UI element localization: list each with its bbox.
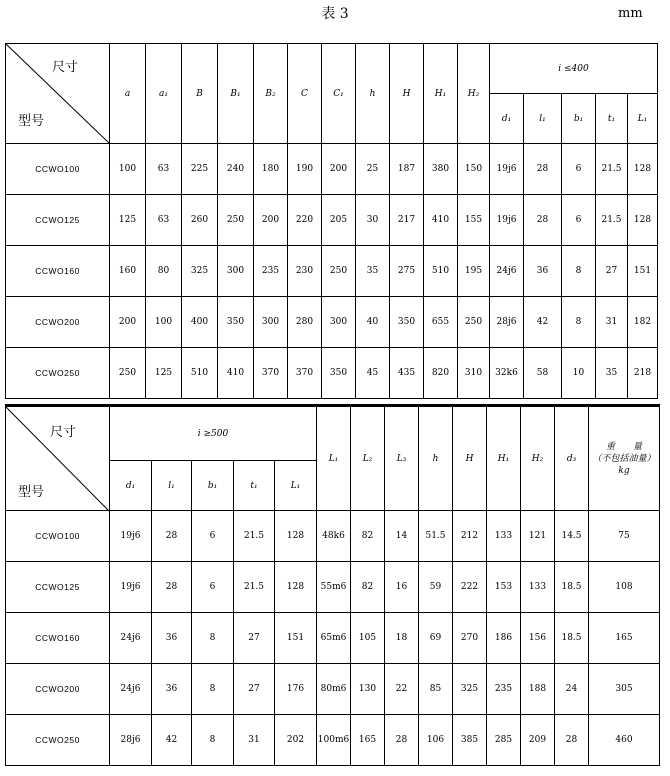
value-cell: 200 xyxy=(322,144,356,195)
weight-header-line1: 重 量 xyxy=(605,441,642,452)
value-cell: 24j6 xyxy=(110,613,152,664)
group-header: i ≤400 xyxy=(490,44,658,94)
value-cell: 59 xyxy=(419,562,453,613)
value-cell: 28 xyxy=(555,715,589,766)
value-cell: 510 xyxy=(182,348,218,399)
value-cell: 48k6 xyxy=(317,511,351,562)
size-label: 尺寸 xyxy=(50,425,77,440)
value-cell: 28j6 xyxy=(110,715,152,766)
value-cell: 350 xyxy=(390,297,424,348)
sub-col-header: L₁ xyxy=(275,461,317,511)
value-cell: 6 xyxy=(562,144,596,195)
value-cell: 24 xyxy=(555,664,589,715)
value-cell: 28j6 xyxy=(490,297,524,348)
value-cell: 240 xyxy=(218,144,254,195)
value-cell: 250 xyxy=(322,246,356,297)
value-cell: 205 xyxy=(322,195,356,246)
value-cell: 151 xyxy=(628,246,658,297)
value-cell: 182 xyxy=(628,297,658,348)
model-cell: CCWO125 xyxy=(6,562,110,613)
value-cell: 190 xyxy=(288,144,322,195)
value-cell: 212 xyxy=(453,511,487,562)
value-cell: 187 xyxy=(390,144,424,195)
value-cell: 385 xyxy=(453,715,487,766)
value-cell: 310 xyxy=(458,348,490,399)
value-cell: 18.5 xyxy=(555,562,589,613)
dimension-table-ratio-500 xyxy=(5,404,660,766)
value-cell: 25 xyxy=(356,144,390,195)
value-cell: 165 xyxy=(589,613,660,664)
value-cell: 128 xyxy=(275,511,317,562)
value-cell: 155 xyxy=(458,195,490,246)
value-cell: 128 xyxy=(628,144,658,195)
value-cell: 82 xyxy=(351,562,385,613)
col-header: L₁ xyxy=(317,406,351,511)
model-cell: CCWO160 xyxy=(6,246,110,297)
value-cell: 80 xyxy=(146,246,182,297)
value-cell: 8 xyxy=(192,613,234,664)
value-cell: 24j6 xyxy=(490,246,524,297)
value-cell: 200 xyxy=(110,297,146,348)
value-cell: 21.5 xyxy=(596,195,628,246)
value-cell: 380 xyxy=(424,144,458,195)
value-cell: 85 xyxy=(419,664,453,715)
table-row xyxy=(6,297,658,348)
value-cell: 105 xyxy=(351,613,385,664)
value-cell: 35 xyxy=(356,246,390,297)
value-cell: 133 xyxy=(521,562,555,613)
value-cell: 410 xyxy=(424,195,458,246)
group-header: i ≥500 xyxy=(110,406,317,461)
value-cell: 6 xyxy=(192,562,234,613)
value-cell: 36 xyxy=(524,246,562,297)
value-cell: 45 xyxy=(356,348,390,399)
value-cell: 51.5 xyxy=(419,511,453,562)
table-row xyxy=(6,246,658,297)
table-row xyxy=(6,715,660,766)
value-cell: 40 xyxy=(356,297,390,348)
table-row xyxy=(6,562,660,613)
value-cell: 153 xyxy=(487,562,521,613)
model-cell: CCWO200 xyxy=(6,664,110,715)
model-cell: CCWO100 xyxy=(6,511,110,562)
value-cell: 108 xyxy=(589,562,660,613)
type-label: 型号 xyxy=(18,485,45,500)
value-cell: 100m6 xyxy=(317,715,351,766)
model-cell: CCWO200 xyxy=(6,297,110,348)
value-cell: 222 xyxy=(453,562,487,613)
value-cell: 106 xyxy=(419,715,453,766)
value-cell: 209 xyxy=(521,715,555,766)
value-cell: 100 xyxy=(146,297,182,348)
model-cell: CCWO250 xyxy=(6,348,110,399)
value-cell: 18.5 xyxy=(555,613,589,664)
col-header: H₂ xyxy=(458,44,490,144)
value-cell: 300 xyxy=(322,297,356,348)
value-cell: 100 xyxy=(110,144,146,195)
sub-col-header: l₁ xyxy=(152,461,192,511)
value-cell: 6 xyxy=(562,195,596,246)
value-cell: 160 xyxy=(110,246,146,297)
value-cell: 65m6 xyxy=(317,613,351,664)
value-cell: 230 xyxy=(288,246,322,297)
value-cell: 128 xyxy=(275,562,317,613)
sub-col-header: d₁ xyxy=(110,461,152,511)
col-header: B₂ xyxy=(254,44,288,144)
col-header: h xyxy=(356,44,390,144)
value-cell: 165 xyxy=(351,715,385,766)
value-cell: 19j6 xyxy=(110,562,152,613)
model-cell: CCWO250 xyxy=(6,715,110,766)
col-header: B₁ xyxy=(218,44,254,144)
value-cell: 151 xyxy=(275,613,317,664)
value-cell: 121 xyxy=(521,511,555,562)
col-header: H₂ xyxy=(521,406,555,511)
value-cell: 460 xyxy=(589,715,660,766)
value-cell: 150 xyxy=(458,144,490,195)
value-cell: 180 xyxy=(254,144,288,195)
model-cell: CCWO100 xyxy=(6,144,110,195)
value-cell: 350 xyxy=(322,348,356,399)
value-cell: 14 xyxy=(385,511,419,562)
value-cell: 28 xyxy=(524,195,562,246)
col-header: d₃ xyxy=(555,406,589,511)
col-header: h xyxy=(419,406,453,511)
col-header: C xyxy=(288,44,322,144)
value-cell: 36 xyxy=(152,664,192,715)
value-cell: 130 xyxy=(351,664,385,715)
value-cell: 125 xyxy=(146,348,182,399)
value-cell: 28 xyxy=(524,144,562,195)
value-cell: 35 xyxy=(596,348,628,399)
value-cell: 235 xyxy=(487,664,521,715)
value-cell: 8 xyxy=(562,246,596,297)
size-label: 尺寸 xyxy=(52,60,79,75)
value-cell: 19j6 xyxy=(110,511,152,562)
value-cell: 350 xyxy=(218,297,254,348)
value-cell: 16 xyxy=(385,562,419,613)
col-header: a₁ xyxy=(146,44,182,144)
value-cell: 128 xyxy=(628,195,658,246)
value-cell: 82 xyxy=(351,511,385,562)
col-header: a xyxy=(110,44,146,144)
value-cell: 250 xyxy=(110,348,146,399)
value-cell: 275 xyxy=(390,246,424,297)
value-cell: 200 xyxy=(254,195,288,246)
value-cell: 370 xyxy=(288,348,322,399)
col-header: B xyxy=(182,44,218,144)
value-cell: 260 xyxy=(182,195,218,246)
value-cell: 69 xyxy=(419,613,453,664)
value-cell: 14.5 xyxy=(555,511,589,562)
value-cell: 325 xyxy=(182,246,218,297)
value-cell: 655 xyxy=(424,297,458,348)
sub-col-header: l₁ xyxy=(524,94,562,144)
weight-header xyxy=(589,406,660,511)
value-cell: 27 xyxy=(234,613,275,664)
col-header: H₁ xyxy=(487,406,521,511)
value-cell: 31 xyxy=(234,715,275,766)
value-cell: 188 xyxy=(521,664,555,715)
value-cell: 63 xyxy=(146,195,182,246)
col-header: H xyxy=(390,44,424,144)
corner-header xyxy=(6,44,110,144)
value-cell: 300 xyxy=(218,246,254,297)
value-cell: 42 xyxy=(152,715,192,766)
value-cell: 75 xyxy=(589,511,660,562)
value-cell: 186 xyxy=(487,613,521,664)
table-row xyxy=(6,348,658,399)
value-cell: 21.5 xyxy=(596,144,628,195)
value-cell: 270 xyxy=(453,613,487,664)
col-header: H xyxy=(453,406,487,511)
value-cell: 300 xyxy=(254,297,288,348)
value-cell: 156 xyxy=(521,613,555,664)
dimension-table-ratio-400 xyxy=(5,43,658,399)
table-caption: 表 3 xyxy=(321,6,349,22)
table-row xyxy=(6,144,658,195)
value-cell: 410 xyxy=(218,348,254,399)
value-cell: 195 xyxy=(458,246,490,297)
value-cell: 250 xyxy=(218,195,254,246)
value-cell: 6 xyxy=(192,511,234,562)
table-row xyxy=(6,613,660,664)
value-cell: 370 xyxy=(254,348,288,399)
value-cell: 32k6 xyxy=(490,348,524,399)
value-cell: 27 xyxy=(596,246,628,297)
value-cell: 235 xyxy=(254,246,288,297)
value-cell: 63 xyxy=(146,144,182,195)
weight-header-line2: （不包括油量） xyxy=(592,453,656,464)
value-cell: 18 xyxy=(385,613,419,664)
value-cell: 133 xyxy=(487,511,521,562)
value-cell: 10 xyxy=(562,348,596,399)
value-cell: 58 xyxy=(524,348,562,399)
sub-col-header: d₁ xyxy=(490,94,524,144)
value-cell: 36 xyxy=(152,613,192,664)
unit-label: mm xyxy=(618,6,643,21)
weight-header-unit: kg xyxy=(618,465,630,476)
value-cell: 176 xyxy=(275,664,317,715)
value-cell: 28 xyxy=(385,715,419,766)
sub-col-header: L₁ xyxy=(628,94,658,144)
value-cell: 30 xyxy=(356,195,390,246)
value-cell: 24j6 xyxy=(110,664,152,715)
value-cell: 55m6 xyxy=(317,562,351,613)
value-cell: 820 xyxy=(424,348,458,399)
model-cell: CCWO160 xyxy=(6,613,110,664)
value-cell: 400 xyxy=(182,297,218,348)
value-cell: 27 xyxy=(234,664,275,715)
sub-col-header: t₁ xyxy=(234,461,275,511)
table-row xyxy=(6,195,658,246)
value-cell: 510 xyxy=(424,246,458,297)
value-cell: 21.5 xyxy=(234,511,275,562)
value-cell: 31 xyxy=(596,297,628,348)
value-cell: 8 xyxy=(192,664,234,715)
sub-col-header: t₁ xyxy=(596,94,628,144)
value-cell: 8 xyxy=(562,297,596,348)
table-row xyxy=(6,511,660,562)
value-cell: 80m6 xyxy=(317,664,351,715)
model-cell: CCWO125 xyxy=(6,195,110,246)
table-row xyxy=(6,664,660,715)
value-cell: 21.5 xyxy=(234,562,275,613)
value-cell: 280 xyxy=(288,297,322,348)
value-cell: 28 xyxy=(152,562,192,613)
value-cell: 325 xyxy=(453,664,487,715)
value-cell: 28 xyxy=(152,511,192,562)
col-header: L₃ xyxy=(385,406,419,511)
type-label: 型号 xyxy=(18,114,45,129)
value-cell: 19j6 xyxy=(490,144,524,195)
value-cell: 125 xyxy=(110,195,146,246)
value-cell: 218 xyxy=(628,348,658,399)
value-cell: 22 xyxy=(385,664,419,715)
value-cell: 217 xyxy=(390,195,424,246)
value-cell: 220 xyxy=(288,195,322,246)
corner-header xyxy=(6,406,110,511)
value-cell: 19j6 xyxy=(490,195,524,246)
col-header: L₂ xyxy=(351,406,385,511)
sub-col-header: b₁ xyxy=(562,94,596,144)
col-header: H₁ xyxy=(424,44,458,144)
col-header: C₁ xyxy=(322,44,356,144)
sub-col-header: b₁ xyxy=(192,461,234,511)
value-cell: 435 xyxy=(390,348,424,399)
value-cell: 8 xyxy=(192,715,234,766)
value-cell: 42 xyxy=(524,297,562,348)
value-cell: 225 xyxy=(182,144,218,195)
value-cell: 202 xyxy=(275,715,317,766)
value-cell: 285 xyxy=(487,715,521,766)
value-cell: 305 xyxy=(589,664,660,715)
value-cell: 250 xyxy=(458,297,490,348)
